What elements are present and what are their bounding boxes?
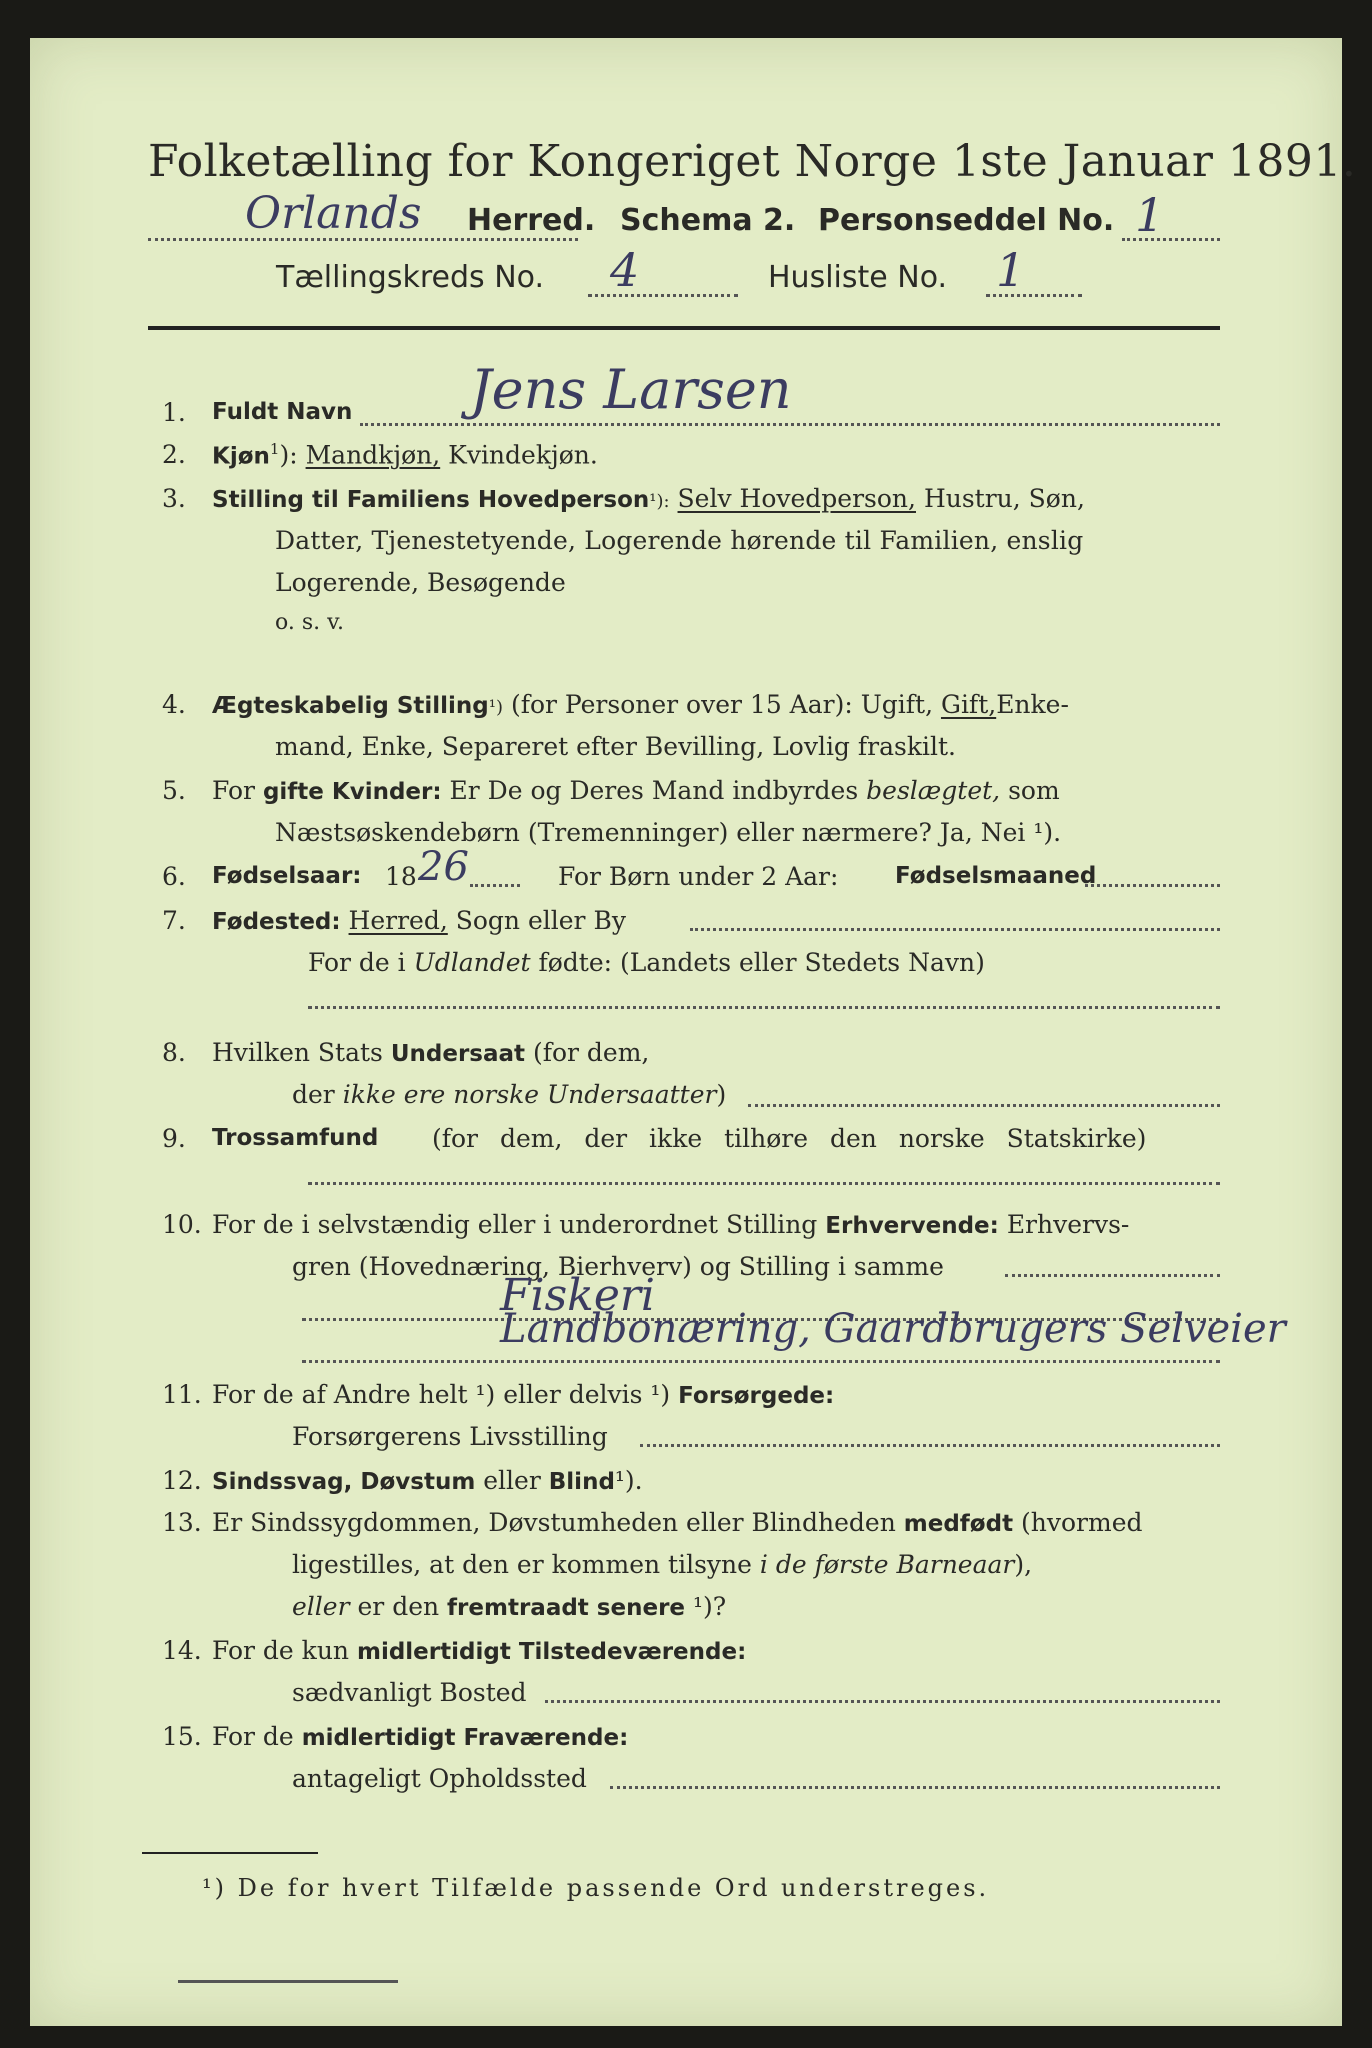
item-8-line-2 (292, 1080, 726, 1109)
item-2-line (212, 440, 598, 469)
item-1-dots (360, 423, 1220, 426)
item-14-dots (545, 1700, 1220, 1703)
item-2-colon: ): (279, 440, 298, 470)
item-14-line-2: sædvanligt Bosted (292, 1678, 527, 1707)
item-13-line-3-b: ¹)? (692, 1592, 727, 1621)
item-8-dots (748, 1104, 1220, 1107)
occupation-value-2: Landbonæring, Gaardbrugers Selveier (500, 1306, 1286, 1352)
kreds-value: 4 (610, 243, 640, 297)
item-10-label: Erhvervende: (825, 1213, 999, 1239)
item-8-text-2: (for dem, (532, 1038, 650, 1067)
item-12-label: Sindssvag, Døvstum (212, 1469, 476, 1495)
item-8-line-1 (212, 1038, 649, 1067)
item-6-dots-2 (1085, 884, 1220, 887)
item-7-line-2-a: For de i (308, 948, 406, 977)
item-8-line-2-italic: ikke ere norske Undersaatter (342, 1080, 717, 1109)
item-9-label: Trossamfund (212, 1125, 379, 1151)
item-3-line-3: Logerende, Besøgende (275, 568, 566, 597)
footnote: ¹) De for hvert Tilfælde passende Ord understreges. (202, 1874, 990, 1902)
item-5-number: 5. (162, 776, 186, 805)
item-5-text-1: Er De og Deres Mand indbyrdes (449, 776, 859, 805)
full-name-value: Jens Larsen (470, 358, 792, 421)
birth-year-value: 26 (418, 844, 469, 890)
item-5-italic: beslægtet, (866, 776, 1001, 805)
item-15-number: 15. (162, 1722, 202, 1751)
item-8-text-1: Hvilken Stats (212, 1038, 383, 1067)
item-2-number: 2. (162, 440, 186, 469)
item-10-dots-3 (302, 1360, 1220, 1363)
schema-label: Schema 2. (620, 203, 796, 238)
item-4-line-2: mand, Enke, Separeret efter Bevilling, Lovlig fraskilt. (275, 732, 956, 761)
item-7-line-2-b: fødte: (Landets eller Stedets Navn) (538, 948, 985, 977)
item-14-text: For de kun (212, 1636, 350, 1665)
item-6-text: For Børn under 2 Aar: (558, 862, 839, 891)
item-11-label: Forsørgede: (678, 1383, 835, 1409)
bottom-stroke (178, 1980, 398, 1983)
item-4-option-selected: Gift, (940, 690, 997, 719)
item-4-label: Ægteskabelig Stilling (212, 693, 489, 719)
item-1-label: Fuldt Navn (212, 399, 353, 425)
item-6-number: 6. (162, 862, 186, 891)
item-11-line-1 (212, 1380, 834, 1409)
item-11-dots (640, 1444, 1220, 1447)
item-7-line-1 (212, 906, 626, 935)
item-7-text: Sogn eller By (455, 906, 626, 935)
item-2-sup: 1 (269, 440, 280, 458)
item-14-label: midlertidigt Tilstedeværende: (356, 1639, 747, 1665)
item-5-line-2: Næstsøskendebørn (Tremenninger) eller nærmere? Ja, Nei ¹). (275, 818, 1062, 847)
header-rule (148, 326, 1220, 330)
item-14-number: 14. (162, 1636, 202, 1665)
item-9-number: 9. (162, 1124, 186, 1153)
item-10-number: 10. (162, 1210, 202, 1239)
item-1-number: 1. (162, 398, 186, 427)
item-7-number: 7. (162, 906, 186, 935)
item-15-line-2: antageligt Opholdssted (292, 1764, 587, 1793)
item-7-dots-2 (308, 1006, 1220, 1009)
item-13-label: medfødt (903, 1511, 1014, 1537)
item-4-text-1: (for Personer over 15 Aar): Ugift, (510, 690, 934, 719)
item-12-label-2: Blind (548, 1469, 615, 1495)
item-13-line-1 (212, 1508, 1143, 1537)
item-11-number: 11. (162, 1380, 202, 1409)
item-4-line-1 (212, 690, 1069, 719)
form-title: Folketælling for Kongeriget Norge 1ste Januar 1891. (148, 136, 1357, 187)
item-3-number: 3. (162, 484, 186, 513)
item-5-pre: For (212, 776, 255, 805)
item-6-label: Fødselsaar: (212, 863, 362, 889)
item-5-label: gifte Kvinder: (262, 779, 442, 805)
item-10-line-2: gren (Hovednæring, Bierhverv) og Stilling i samme (292, 1252, 944, 1281)
item-13-line-3-italic: eller (292, 1592, 350, 1621)
husliste-value: 1 (996, 243, 1026, 297)
item-15-line-1 (212, 1722, 628, 1751)
herred-label: Herred. (467, 203, 596, 238)
item-12-sup: ¹). (614, 1466, 643, 1495)
item-15-text: For de (212, 1722, 294, 1751)
kreds-label: Tællingskreds No. (276, 260, 544, 295)
item-12-number: 12. (162, 1466, 202, 1495)
item-3-options-rest: Hustru, Søn, (923, 484, 1085, 513)
item-13-text-1: Er Sindssygdommen, Døvstumheden eller Blindheden (212, 1508, 896, 1537)
item-12-text: eller (483, 1466, 541, 1495)
item-13-line-3-a: er den (357, 1592, 440, 1621)
item-2-option-2: Kvindekjøn. (448, 440, 598, 470)
occupation-value-1: Fiskeri (500, 1270, 655, 1321)
item-3-line-2: Datter, Tjenestetyende, Logerende hørende til Familien, enslig (275, 526, 1084, 555)
item-10-text-2: Erhvervs- (1006, 1210, 1130, 1239)
item-10-text-1: For de i selvstændig eller i underordnet Stilling (212, 1210, 818, 1239)
item-15-label: midlertidigt Fraværende: (301, 1725, 629, 1751)
herred-value: Orlands (245, 188, 422, 239)
item-2-option-selected: Mandkjøn, (305, 440, 441, 470)
item-13-number: 13. (162, 1508, 202, 1537)
item-9-text: (for dem, der ikke tilhøre den norske Statskirke) (432, 1124, 1147, 1153)
item-4-sup: ¹) (488, 697, 504, 718)
item-13-line-3-label: fremtraadt senere (447, 1595, 686, 1621)
item-3-line-4: o. s. v. (275, 610, 344, 635)
item-8-line-2-b: ) (716, 1080, 727, 1109)
item-10-line-1 (212, 1210, 1129, 1239)
item-13-line-2-italic: i de første Barneaar (759, 1550, 1015, 1579)
item-6-label-2: Fødselsmaaned (895, 863, 1097, 889)
item-2-label: Kjøn (212, 443, 270, 470)
item-7-option-selected: Herred, (348, 906, 448, 935)
item-9-dots (308, 1182, 1220, 1185)
item-13-line-2-a: ligestilles, at den er kommen tilsyne (292, 1550, 752, 1579)
item-6-prefix: 18 (385, 862, 417, 891)
item-15-dots (610, 1786, 1220, 1789)
item-7-line-2-italic: Udlandet (413, 948, 531, 977)
item-11-text-1: For de af Andre helt ¹) eller delvis ¹) (212, 1380, 671, 1409)
item-12-line (212, 1466, 643, 1495)
item-4-number: 4. (162, 690, 186, 719)
item-7-dots (690, 928, 1220, 931)
footnote-rule (142, 1852, 318, 1854)
item-7-label: Fødested: (212, 909, 341, 935)
item-8-number: 8. (162, 1038, 186, 1067)
item-10-dots-1 (1005, 1274, 1220, 1277)
item-3-line-1 (212, 484, 1085, 513)
item-14-line-1 (212, 1636, 746, 1665)
husliste-label: Husliste No. (768, 260, 948, 295)
item-13-line-2-b: ), (1014, 1550, 1033, 1579)
item-13-line-2 (292, 1550, 1032, 1579)
item-13-text-2: (hvormed (1021, 1508, 1143, 1537)
item-8-line-2-a: der (292, 1080, 335, 1109)
item-3-option-selected: Selv Hovedperson, (677, 484, 916, 513)
item-3-label: Stilling til Familiens Hovedperson (212, 487, 650, 513)
personseddel-label: Personseddel No. (818, 203, 1115, 238)
item-5-line-1 (212, 776, 1060, 805)
item-4-text-2: Enke- (996, 690, 1069, 719)
item-6-dots-1 (470, 884, 520, 887)
item-5-text-2: som (1008, 776, 1060, 805)
item-11-line-2: Forsørgerens Livsstilling (292, 1422, 608, 1451)
item-8-label: Undersaat (390, 1041, 526, 1067)
personseddel-value: 1 (1135, 188, 1165, 242)
item-13-line-3 (292, 1592, 726, 1621)
item-3-sup: ¹): (649, 491, 670, 512)
item-7-line-2 (308, 948, 985, 977)
census-form (30, 38, 1357, 2026)
